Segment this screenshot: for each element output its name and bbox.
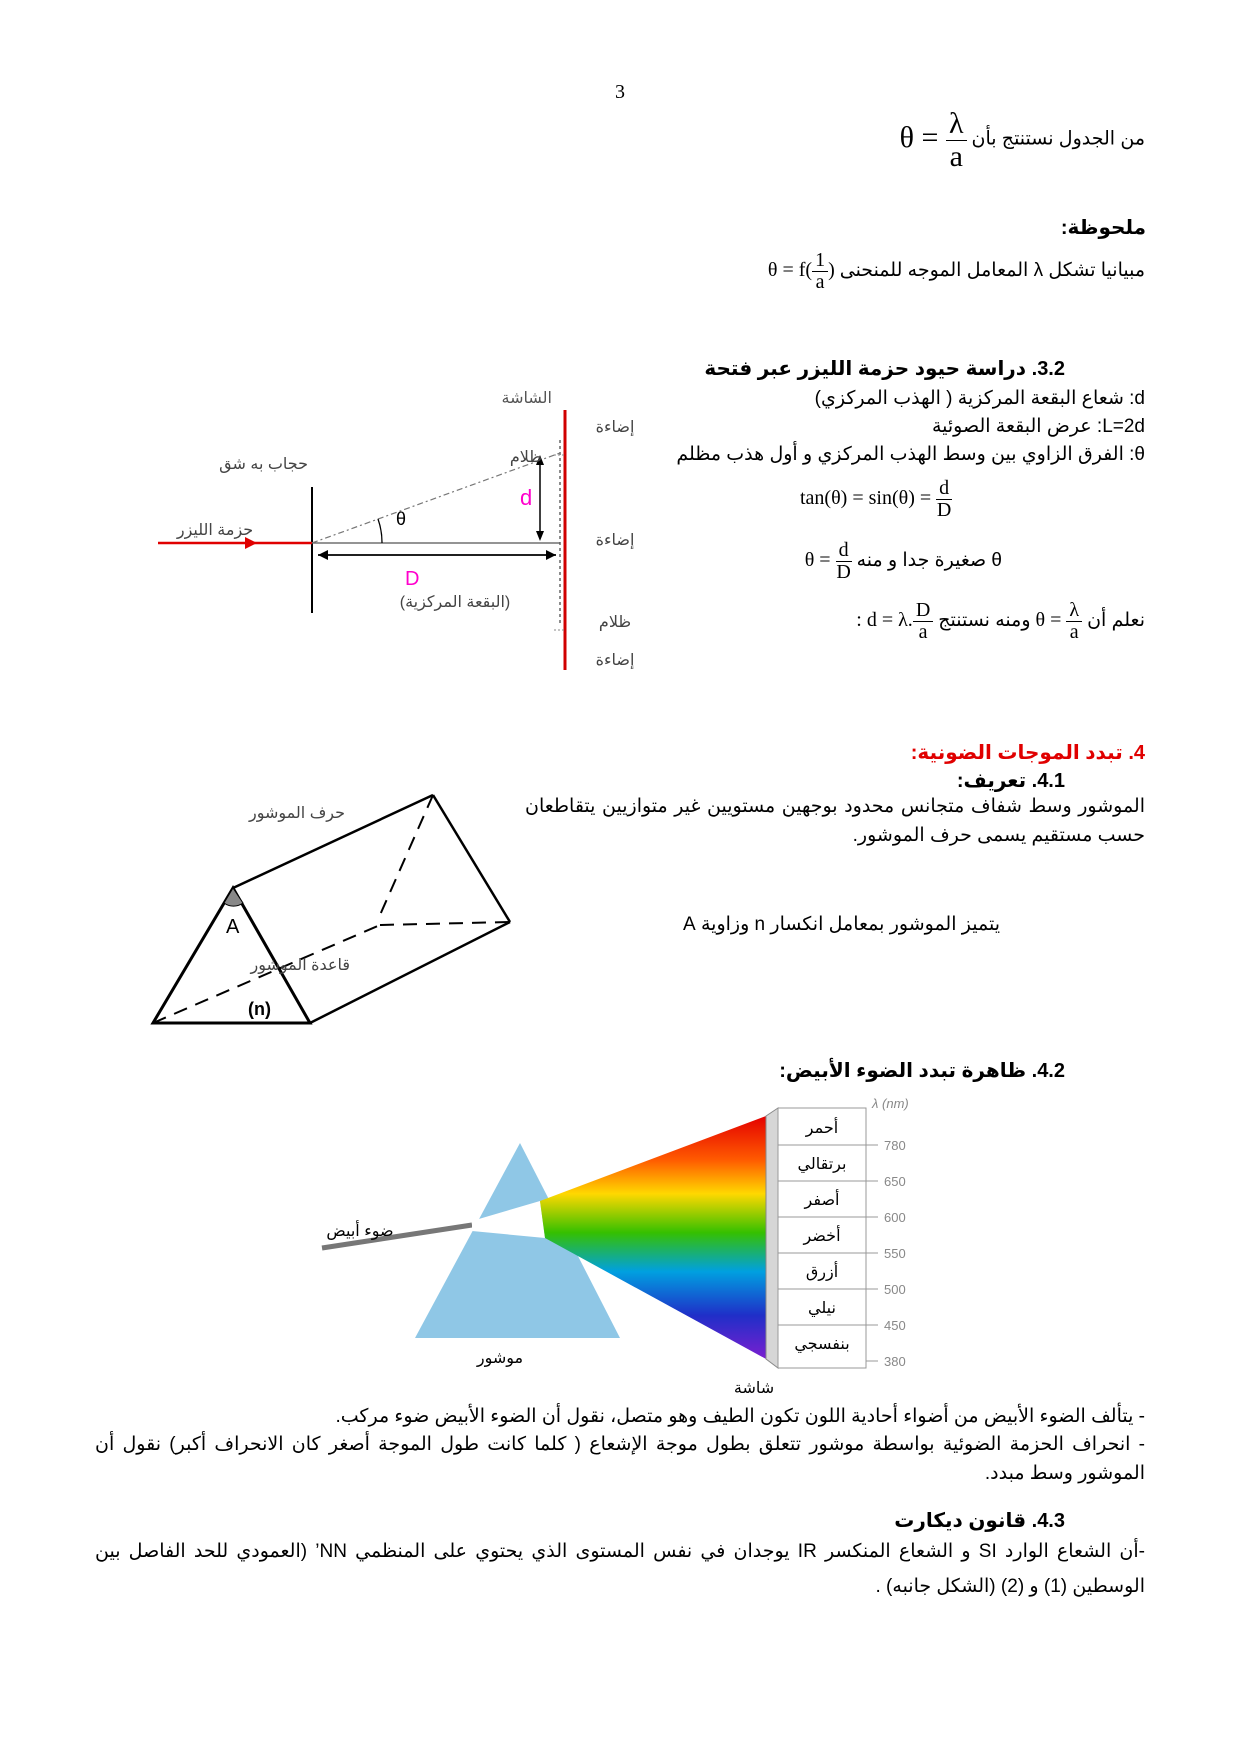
theta-arc [378,519,382,543]
line-text: L=2d: عرض البقعة الصوئية [931,416,1145,437]
wavelength-600: 600 [884,1210,906,1225]
formula-lhs: θ = [1035,609,1062,632]
spectrum-screen [766,1108,778,1368]
section-3-2-line-1 [585,384,1145,413]
intro-text: من الجدول نستنتج بأن [971,128,1145,150]
prism-diagram [150,790,530,1030]
definition-text: الموشور وسط شفاف متجانس محدود بوجهين مستويين غير متوازيين يتقاطعان حسب مستقيم يسمى حرف الموشور. [525,796,1145,846]
prism-front-face [153,888,310,1023]
fraction-num: λ [946,108,967,141]
dispersion-diagram [300,1093,920,1403]
formula-lhs: θ = [899,120,939,154]
prism-back-edge [433,795,510,922]
n-label: (n) [248,999,271,1019]
prism-property-text: يتميز الموشور بمعامل انكسار n وزاوية A [683,914,1000,935]
hidden-edge-1 [380,795,433,915]
bullet-2 [95,1430,1145,1488]
fraction [946,108,967,172]
intro-formula [900,108,967,172]
know-text-2: ومنه نستنتج [938,610,1031,632]
dark-label-1: ظلام [509,449,542,466]
wavelength-450: 450 [884,1318,906,1333]
note-title: ملحوظة: [1060,217,1146,239]
fraction [812,250,828,293]
color-yellow: أصفر [804,1192,840,1209]
fraction-num: λ [1066,600,1082,622]
know-line [685,600,1145,643]
light-label-2: إضاءة [595,532,635,549]
fraction-num: d [936,478,952,500]
wavelength-550: 550 [884,1246,906,1261]
section-4-2-title: 4.2. ظاهرة تبدد الضوء الأبيض: [779,1060,1065,1082]
prism-label: موشور [476,1350,524,1367]
color-blue: أزرق [805,1264,839,1281]
screen-label: شاشة [733,1380,775,1397]
line-text: θ: الفرق الزاوي بين وسط الهذب المركزي و أول هذب مظلم [676,444,1145,465]
light-label-3: إضاءة [595,652,635,669]
fraction-den: D [936,499,952,521]
color-red: أحمر [805,1120,839,1137]
bullet-1 [95,1402,1145,1431]
bullet-text: - انحراف الحزمة الضوئية بواسطة موشور تتعلق بطول موجة الإشعاع ( كلما كانت طول الموجة أصغر كان الانحراف أكبر) نقول أن الموشور وسط مبدد. [95,1434,1145,1484]
fraction [936,478,952,521]
fraction-num: 1 [812,250,828,272]
color-violet: بنفسجي [794,1336,850,1353]
formula-close: ) [828,259,835,282]
screen-label: الشاشة [501,390,552,407]
angle-A-label: A [226,916,240,938]
spot-label: (البقعة المركزية) [399,594,511,611]
section-4-3-title: 4.3. قانون ديكارت [894,1510,1065,1532]
D-arrow-head-left [318,550,328,560]
descartes-law-text: -أن الشعاع الوارد SI و الشعاع المنكسر IR يوجدان في نفس المستوى الذي يحتوي على المنظمي NN’ (العمودي للحد الفاصل بين الوسطين (1) و (2) (الشكل جانبه) . [95,1541,1145,1597]
formula-tan [800,478,952,521]
formula-lhs: tan(θ) = sin(θ) = [800,487,932,510]
edge-label: حرف الموشور [249,805,345,822]
bullet-text: - يتألف الضوء الأبيض من أضواء أحادية اللون تكون الطيف وهو متصل، نقول أن الضوء الأبيض ضوء مركب. [335,1406,1145,1427]
section-3-2-title: 3.2. دراسة حيود حزمة الليزر عبر فتحة [704,358,1065,380]
small-angle-formula [805,540,852,583]
laser-label: حزمة الليزر [176,522,254,539]
small-angle-line [602,540,1002,583]
d-arrow-head-bottom [536,531,544,541]
line-text: d: شعاع البقعة المركزية ( الهذب المركزي) [814,388,1145,409]
formula-lhs: d = λ. [866,609,913,632]
fraction [1066,600,1082,643]
wavelength-380: 380 [884,1354,906,1369]
know-formula-1 [1036,600,1083,643]
fraction-den: D [836,561,851,583]
small-angle-text: θ صغيرة جدا و منه [856,550,1002,572]
colon: : [856,609,862,632]
section-4-1-title: 4.1. تعريف: [956,770,1065,792]
color-orange: برتقالي [797,1156,847,1173]
dark-label-2: ظلام [598,614,632,631]
fraction-den: a [949,139,963,173]
diffraction-diagram [120,385,640,685]
section-4-title: 4. تبدد الموجات الضونية: [910,742,1145,764]
fraction-num: D [913,600,933,622]
lambda-unit: λ (nm) [872,1096,909,1111]
white-light-label: ضوء أبيض [326,1223,394,1240]
section-3-2-line-2 [585,412,1145,441]
section-4-3-text [95,1534,1145,1604]
theta-label: θ [396,509,407,529]
note-formula [768,250,835,293]
color-green: أخضر [803,1228,841,1245]
page-number: 3 [615,81,625,103]
note-line [645,250,1145,293]
wavelength-650: 650 [884,1174,906,1189]
section-4-1-text [525,792,1145,850]
fraction-den: a [815,271,825,293]
note-text: مبيانيا تشكل λ المعامل الموجه للمنحنى [839,260,1145,282]
light-label-1: إضاءة [595,419,635,436]
color-indigo: نيلي [808,1300,836,1317]
base-label: قاعدة الموشور [250,957,350,974]
know-text-1: نعلم أن [1087,610,1145,632]
fraction [913,600,933,643]
wavelength-500: 500 [884,1282,906,1297]
fraction-num: d [836,540,852,562]
slit-label: حجاب به شق [219,456,308,473]
fraction-den: a [1069,621,1079,643]
formula-lhs: θ = [804,549,831,572]
D-arrow-head-right [546,550,556,560]
fraction [836,540,852,583]
intro-line [745,108,1145,172]
section-4-1-text-2 [580,910,1000,939]
d-label: d [520,485,533,510]
D-label: D [405,568,420,590]
fraction-den: a [918,621,928,643]
formula-lhs: θ = f( [767,259,813,282]
know-formula-2 [867,600,933,643]
wavelength-780: 780 [884,1138,906,1153]
hidden-edge-2 [380,922,510,925]
section-3-2-line-3 [585,440,1145,469]
